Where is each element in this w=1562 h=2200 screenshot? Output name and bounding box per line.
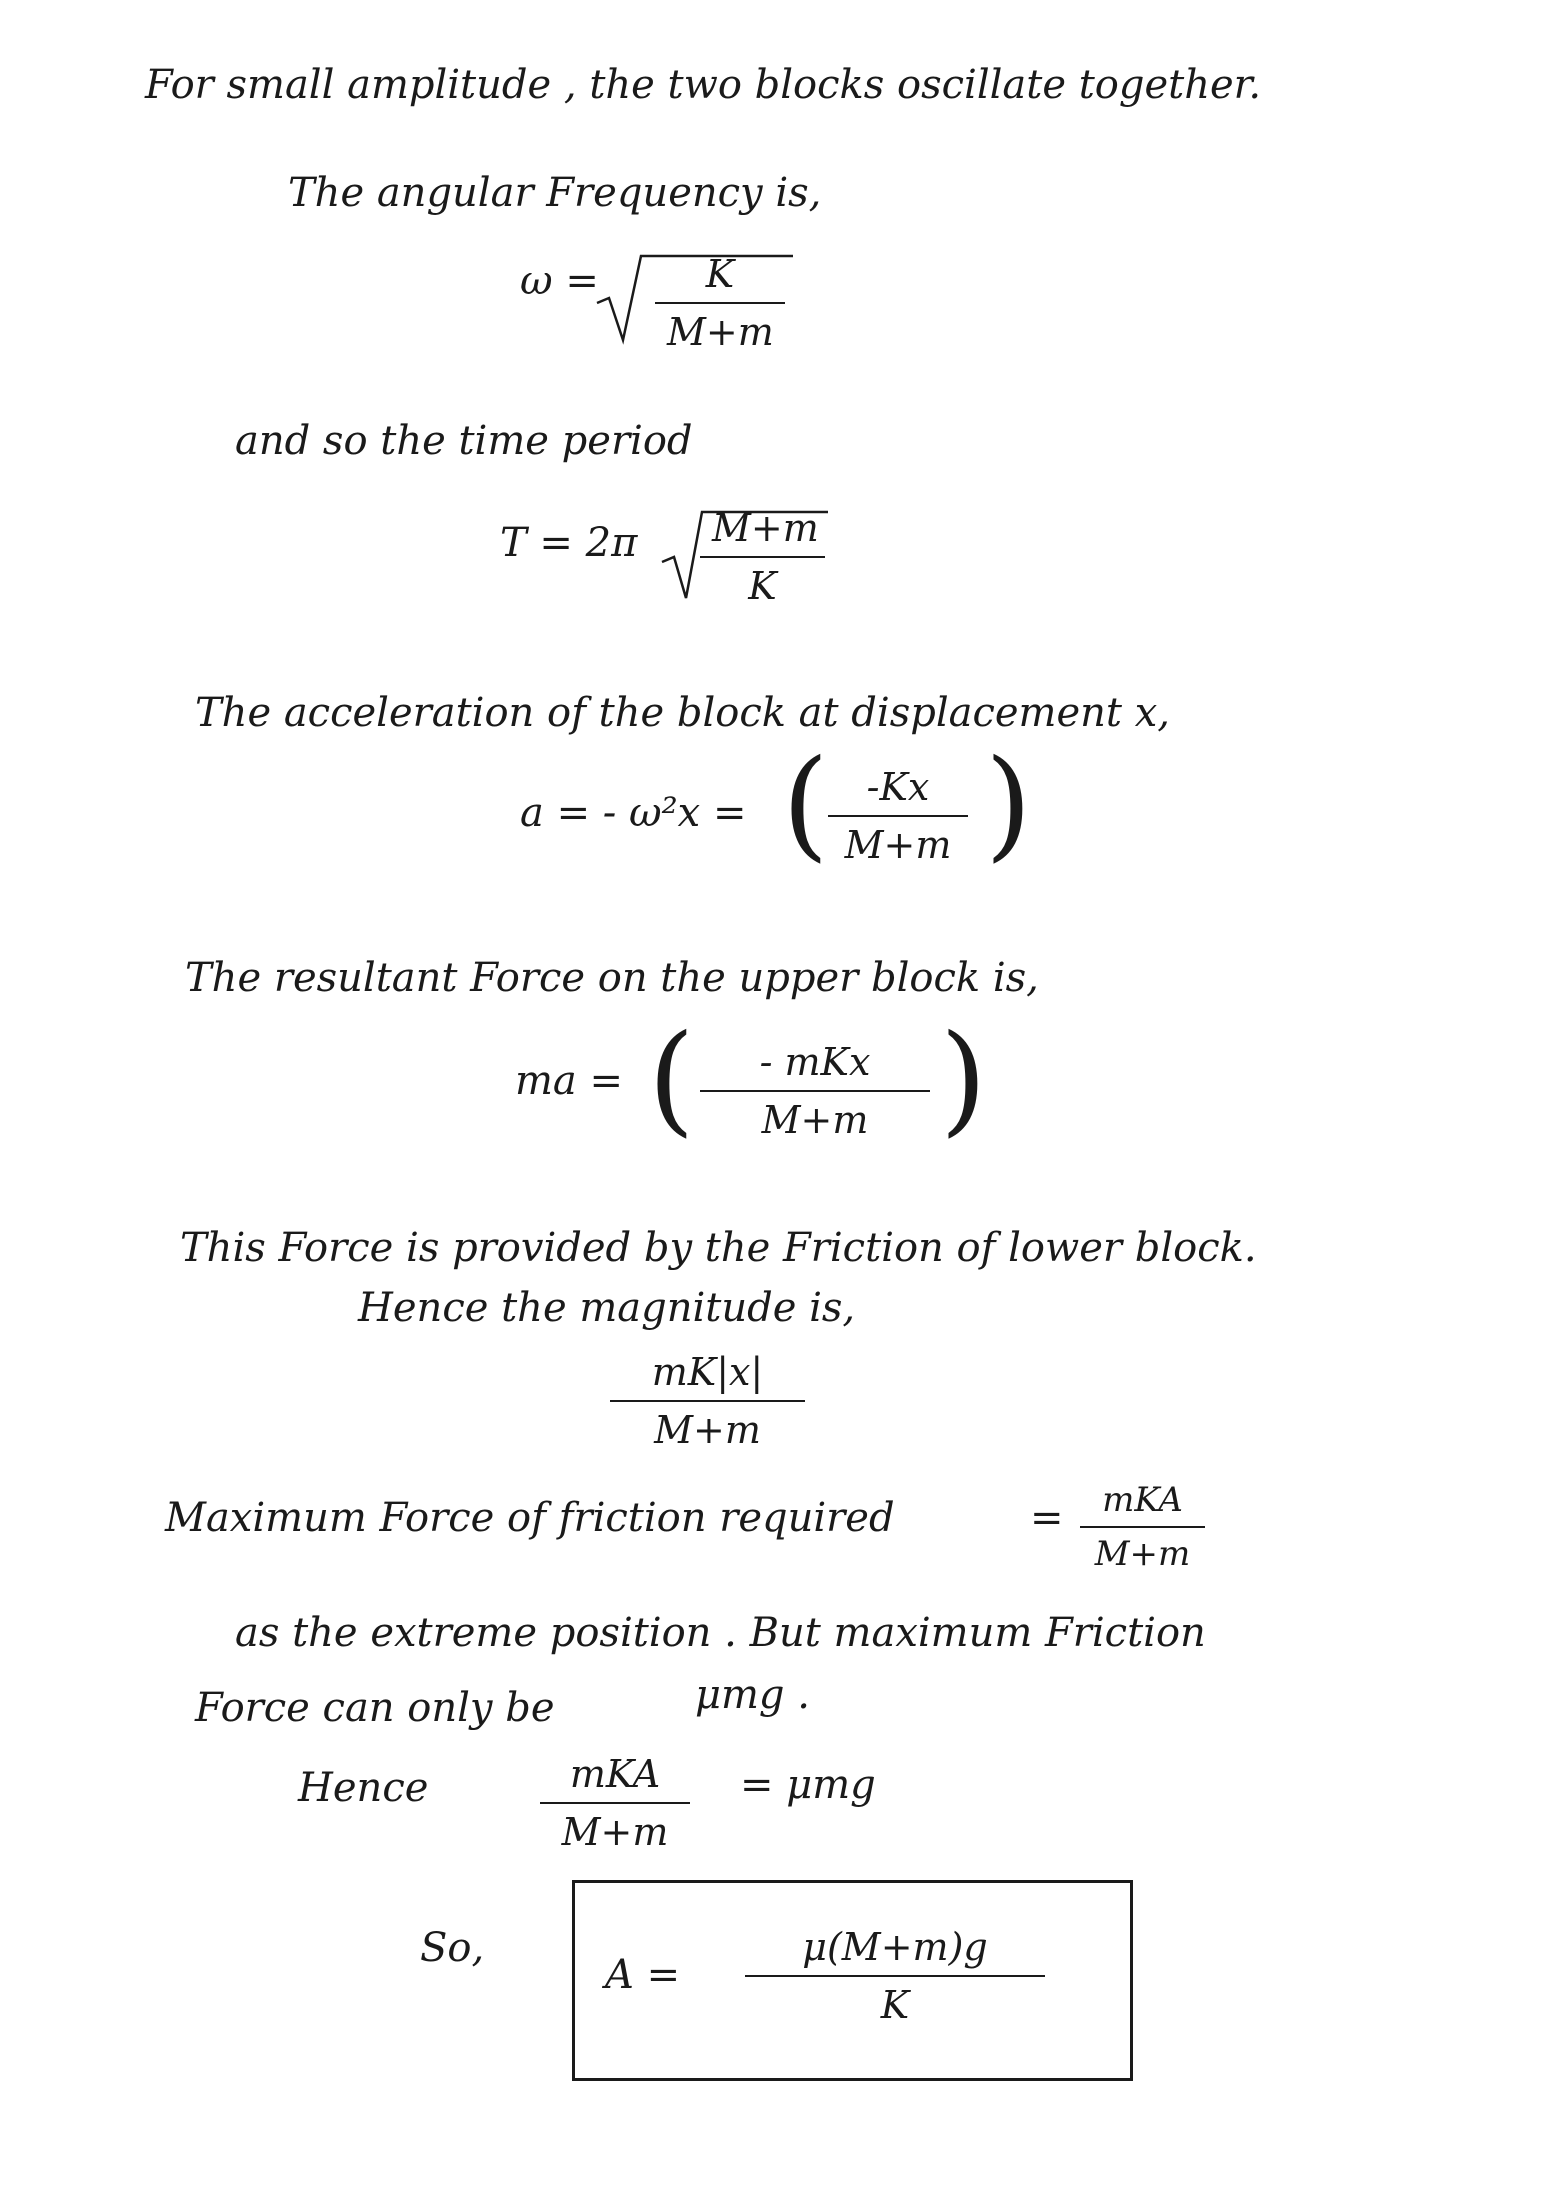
equals-sign: = — [1030, 1495, 1064, 1541]
period-numerator: M+m — [712, 506, 819, 550]
magnitude-denominator: M+m — [654, 1408, 761, 1452]
text-line-so: So, — [420, 1925, 485, 1971]
max-friction-fraction — [1080, 1480, 1205, 1574]
final-answer-numerator: μ(M+m)g — [802, 1925, 988, 1969]
equality-rhs: = μmg — [740, 1762, 876, 1808]
text-line-can-only-be: Force can only be — [195, 1685, 555, 1731]
max-friction-denominator: M+m — [1094, 1534, 1191, 1574]
period-lhs: T = 2π — [500, 520, 638, 566]
force-numerator: - mKx — [759, 1040, 871, 1084]
omega-numerator: K — [705, 252, 735, 296]
final-answer-lhs: A = — [605, 1952, 681, 1998]
text-line-max-friction: Maximum Force of friction required — [165, 1495, 895, 1541]
right-paren: ) — [985, 735, 1032, 874]
left-paren: ( — [782, 735, 829, 874]
acceleration-lhs: a = - ω²x = — [520, 790, 747, 836]
text-line-magnitude: Hence the magnitude is, — [358, 1285, 856, 1331]
text-line-friction-provided: This Force is provided by the Friction of lower block. — [180, 1225, 1257, 1271]
text-line-extreme-position: as the extreme position . But maximum Friction — [235, 1610, 1206, 1656]
left-paren: ( — [648, 1010, 695, 1149]
right-paren: ) — [940, 1010, 987, 1149]
text-line-time-period: and so the time period — [235, 418, 693, 464]
final-answer-denominator: K — [880, 1983, 910, 2027]
acceleration-denominator: M+m — [844, 823, 952, 867]
equality-numerator: mKA — [569, 1752, 661, 1796]
force-denominator: M+m — [761, 1098, 869, 1142]
force-lhs: ma = — [515, 1058, 624, 1104]
period-denominator: K — [748, 564, 777, 608]
period-fraction — [700, 506, 825, 608]
text-line-angular-frequency: The angular Frequency is, — [288, 170, 822, 216]
acceleration-numerator: -Kx — [866, 765, 930, 809]
acceleration-fraction — [828, 765, 968, 867]
text-line-acceleration: The acceleration of the block at displacement x, — [195, 690, 1170, 736]
omega-fraction — [655, 252, 785, 354]
text-line-resultant-force: The resultant Force on the upper block is, — [185, 955, 1039, 1001]
magnitude-fraction — [610, 1350, 805, 1452]
force-fraction — [700, 1040, 930, 1142]
magnitude-numerator: mK|x| — [651, 1350, 764, 1394]
equality-fraction — [540, 1752, 690, 1854]
final-answer-fraction — [745, 1925, 1045, 2027]
max-friction-numerator: mKA — [1102, 1480, 1183, 1520]
omega-denominator: M+m — [667, 310, 774, 354]
omega-lhs: ω = — [520, 258, 599, 304]
text-line-intro: For small amplitude , the two blocks oscillate together. — [145, 62, 1262, 108]
mu-mg: μmg . — [695, 1672, 810, 1718]
equality-denominator: M+m — [561, 1810, 669, 1854]
text-line-hence: Hence — [298, 1765, 429, 1811]
